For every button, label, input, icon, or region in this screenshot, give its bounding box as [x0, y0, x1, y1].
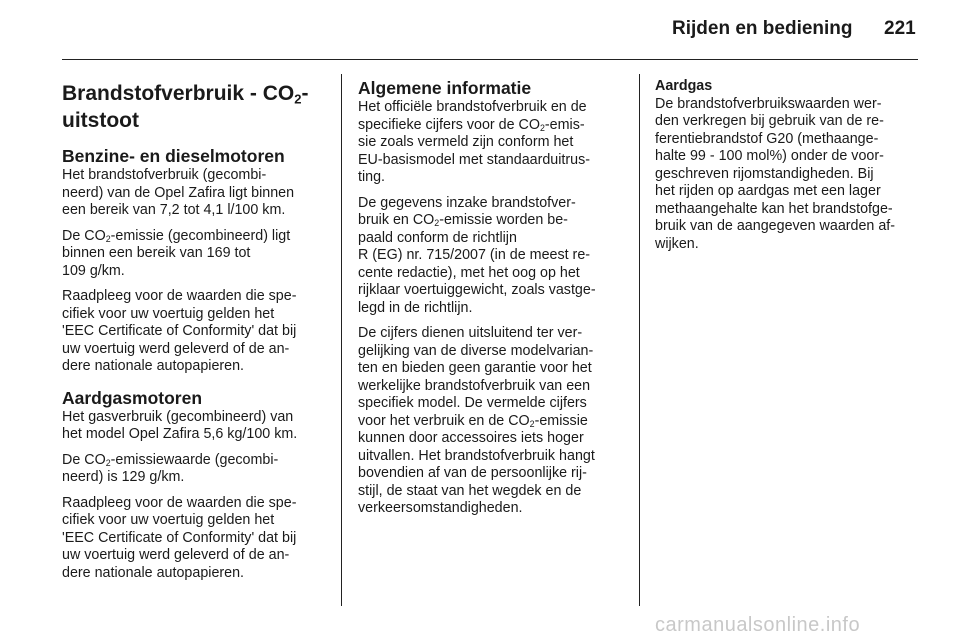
- text-line: [358, 117, 624, 135]
- text-line: R (EG) nr. 715/2007 (in de meest re-: [358, 247, 591, 263]
- text-line: 109 g/km.: [62, 262, 125, 279]
- page-header-title: Rijden en bediening: [672, 18, 853, 39]
- text-line: neerd) is 129 g/km.: [62, 469, 185, 485]
- paragraph: [655, 96, 921, 254]
- section-title-text: Brandstofverbruik - CO: [62, 82, 295, 105]
- subscript: 2: [105, 457, 111, 468]
- text-line: Raadpleeg voor de waarden die spe-: [62, 494, 297, 511]
- text-fragment: De CO: [62, 451, 106, 468]
- text-line: specifiek model. De vermelde cijfers: [358, 395, 587, 411]
- column-1: [62, 74, 328, 590]
- text-fragment: bruik en CO: [358, 212, 435, 228]
- paragraph: [358, 99, 624, 187]
- text-line: het model Opel Zafira 5,6 kg/100 km.: [62, 426, 298, 442]
- text-line: ferentiebrandstof G20 (methaange-: [655, 130, 879, 147]
- paragraph: [358, 195, 624, 318]
- text-line: cifiek voor uw voertuig gelden het: [62, 512, 275, 528]
- text-line: [62, 452, 328, 470]
- text-line: 'EEC Certificate of Conformity' dat bij: [62, 323, 297, 339]
- text-line: rijklaar voertuiggewicht, zoals vastge-: [358, 282, 596, 298]
- watermark: carmanualsonline.info: [655, 614, 861, 636]
- text-line: verkeersomstandigheden.: [358, 500, 523, 516]
- subsection-heading: Aardgas: [655, 78, 713, 94]
- column-3: [655, 74, 921, 261]
- text-line: halte 99 - 100 mol%) onder de voor-: [655, 148, 884, 164]
- text-line: stijl, de staat van het wegdek en de: [358, 482, 582, 499]
- text-line: het rijden op aardgas met een lager: [655, 183, 881, 199]
- text-line: [358, 413, 624, 431]
- text-line: De gegevens inzake brandstofver-: [358, 194, 576, 211]
- text-line: een bereik van 7,2 tot 4,1 l/100 km.: [62, 202, 286, 218]
- paragraph: [62, 288, 328, 376]
- section-title-text: uitstoot: [62, 109, 139, 132]
- text-fragment: -emissie (gecombineerd) ligt: [110, 227, 291, 244]
- subsection-heading: Algemene informatie: [358, 78, 532, 98]
- text-line: ting.: [358, 169, 386, 185]
- text-fragment: -emis-: [544, 116, 585, 133]
- text-fragment: De CO: [62, 227, 106, 244]
- text-line: Het gasverbruik (gecombineerd) van: [62, 408, 294, 425]
- text-line: bovendien af van de persoonlijke rij-: [358, 465, 587, 481]
- paragraph: [62, 409, 328, 444]
- text-line: Het brandstofverbruik (gecombi-: [62, 167, 267, 183]
- text-line: EU-basismodel met standaarduitrus-: [358, 151, 591, 168]
- paragraph: [358, 325, 624, 518]
- text-line: legd in de richtlijn.: [358, 299, 473, 316]
- text-line: De cijfers dienen uitsluitend ter ver-: [358, 325, 583, 341]
- subscript: 2: [294, 91, 302, 107]
- text-line: gelijking van de diverse modelvarian-: [358, 342, 594, 359]
- text-line: cente redactie), met het oog op het: [358, 264, 580, 281]
- subscript: 2: [434, 218, 440, 229]
- text-line: werkelijke brandstofverbruik van een: [358, 377, 591, 394]
- text-line: uw voertuig werd geleverd of de an-: [62, 340, 290, 357]
- text-line: [62, 228, 328, 246]
- text-line: methaangehalte kan het brandstofge-: [655, 200, 893, 217]
- column-divider-1: [341, 74, 342, 606]
- section-title-text: -: [301, 82, 309, 105]
- text-line: uw voertuig werd geleverd of de an-: [62, 547, 290, 563]
- text-line: Raadpleeg voor de waarden die spe-: [62, 288, 297, 304]
- text-line: kunnen door accessoires iets hoger: [358, 430, 584, 446]
- text-line: wijken.: [655, 235, 699, 252]
- text-line: bruik van de aangegeven waarden af-: [655, 218, 896, 234]
- text-line: cifiek voor uw voertuig gelden het: [62, 305, 275, 322]
- text-fragment: -emissiewaarde (gecombi-: [110, 451, 279, 468]
- subscript: 2: [529, 418, 535, 429]
- text-line: dere nationale autopapieren.: [62, 564, 245, 581]
- text-fragment: -emissie: [534, 412, 588, 429]
- text-line: 'EEC Certificate of Conformity' dat bij: [62, 529, 297, 546]
- text-line: Het officiële brandstofverbruik en de: [358, 99, 587, 115]
- paragraph: [62, 452, 328, 487]
- text-line: paald conform de richtlijn: [358, 229, 517, 246]
- column-2: [358, 74, 624, 526]
- text-fragment: specifieke cijfers voor de CO: [358, 116, 540, 133]
- text-line: sie zoals vermeld zijn conform het: [358, 134, 574, 150]
- page-number: 221: [884, 18, 916, 39]
- text-line: dere nationale autopapieren.: [62, 358, 245, 374]
- section-title: [62, 80, 328, 134]
- text-line: De brandstofverbruikswaarden wer-: [655, 95, 882, 112]
- text-fragment: -emissie worden be-: [439, 212, 568, 228]
- text-line: geschreven rijomstandigheden. Bij: [655, 165, 874, 182]
- subscript: 2: [539, 122, 545, 133]
- text-fragment: voor het verbruik en de CO: [358, 412, 530, 429]
- subsection-heading: Benzine- en dieselmotoren: [62, 146, 285, 166]
- paragraph: [62, 167, 328, 220]
- subscript: 2: [105, 233, 111, 244]
- paragraph: [62, 228, 328, 281]
- text-line: neerd) van de Opel Zafira ligt binnen: [62, 184, 295, 201]
- text-line: uitvallen. Het brandstofverbruik hangt: [358, 447, 595, 464]
- subsection-heading: Aardgasmotoren: [62, 387, 203, 408]
- text-line: den verkregen bij gebruik van de re-: [655, 113, 884, 129]
- text-line: ten en bieden geen garantie voor het: [358, 360, 592, 376]
- text-line: [358, 212, 624, 230]
- text-line: binnen een bereik van 169 tot: [62, 245, 251, 261]
- paragraph: [62, 495, 328, 583]
- header-divider: [62, 59, 918, 60]
- column-divider-2: [639, 74, 640, 606]
